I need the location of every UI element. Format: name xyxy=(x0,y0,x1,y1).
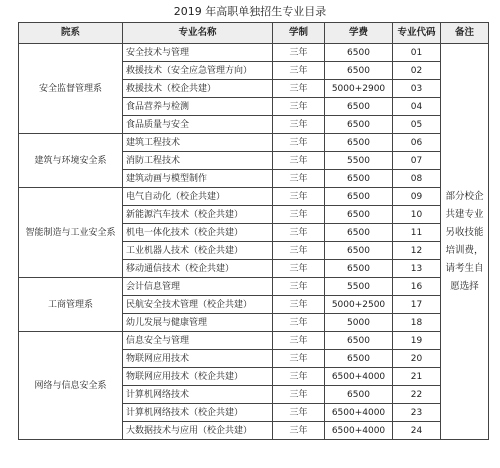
duration-cell: 三年 xyxy=(273,314,325,332)
fee-cell: 6500 xyxy=(325,98,393,116)
code-cell: 18 xyxy=(393,314,441,332)
major-cell: 计算机网络技术（校企共建） xyxy=(123,404,273,422)
fee-cell: 6500 xyxy=(325,260,393,278)
major-cell: 机电一体化技术（校企共建） xyxy=(123,224,273,242)
table-row xyxy=(19,332,489,350)
fee-cell: 6500 xyxy=(325,206,393,224)
code-cell: 04 xyxy=(393,98,441,116)
code-cell: 10 xyxy=(393,206,441,224)
table-header-row xyxy=(19,23,489,44)
duration-cell: 三年 xyxy=(273,188,325,206)
major-cell: 物联网应用技术 xyxy=(123,350,273,368)
fee-cell: 6500 xyxy=(325,332,393,350)
fee-cell: 6500 xyxy=(325,170,393,188)
code-cell: 02 xyxy=(393,62,441,80)
code-cell: 06 xyxy=(393,134,441,152)
major-cell: 计算机网络技术 xyxy=(123,386,273,404)
duration-cell: 三年 xyxy=(273,224,325,242)
duration-cell: 三年 xyxy=(273,152,325,170)
code-cell: 12 xyxy=(393,242,441,260)
table-row xyxy=(19,134,489,152)
duration-cell: 三年 xyxy=(273,98,325,116)
table-row xyxy=(19,278,489,296)
fee-cell: 6500 xyxy=(325,134,393,152)
table-row xyxy=(19,44,489,62)
major-cell: 安全技术与管理 xyxy=(123,44,273,62)
duration-cell: 三年 xyxy=(273,422,325,440)
duration-cell: 三年 xyxy=(273,170,325,188)
major-cell: 会计信息管理 xyxy=(123,278,273,296)
fee-cell: 5000+2900 xyxy=(325,80,393,98)
table-row xyxy=(19,188,489,206)
major-cell: 民航安全技术管理（校企共建） xyxy=(123,296,273,314)
table-body xyxy=(19,44,489,440)
duration-cell: 三年 xyxy=(273,278,325,296)
major-cell: 新能源汽车技术（校企共建） xyxy=(123,206,273,224)
duration-cell: 三年 xyxy=(273,350,325,368)
department-cell: 智能制造与工业安全系 xyxy=(19,188,123,278)
fee-cell: 5500 xyxy=(325,278,393,296)
fee-cell: 6500 xyxy=(325,224,393,242)
major-cell: 建筑工程技术 xyxy=(123,134,273,152)
fee-cell: 5500 xyxy=(325,152,393,170)
code-cell: 17 xyxy=(393,296,441,314)
major-cell: 工业机器人技术（校企共建） xyxy=(123,242,273,260)
code-cell: 05 xyxy=(393,116,441,134)
fee-cell: 6500 xyxy=(325,242,393,260)
code-cell: 09 xyxy=(393,188,441,206)
code-cell: 08 xyxy=(393,170,441,188)
header-code: 专业代码 xyxy=(393,23,441,44)
fee-cell: 6500 xyxy=(325,116,393,134)
note-cell: 部分校企共建专业另收技能培训费，请考生自愿选择 xyxy=(441,44,489,440)
code-cell: 07 xyxy=(393,152,441,170)
code-cell: 20 xyxy=(393,350,441,368)
duration-cell: 三年 xyxy=(273,260,325,278)
major-catalog-table xyxy=(18,22,489,440)
duration-cell: 三年 xyxy=(273,62,325,80)
code-cell: 23 xyxy=(393,404,441,422)
code-cell: 13 xyxy=(393,260,441,278)
major-cell: 物联网应用技术（校企共建） xyxy=(123,368,273,386)
major-cell: 消防工程技术 xyxy=(123,152,273,170)
major-cell: 电气自动化（校企共建） xyxy=(123,188,273,206)
major-cell: 食品营养与检测 xyxy=(123,98,273,116)
code-cell: 24 xyxy=(393,422,441,440)
code-cell: 03 xyxy=(393,80,441,98)
header-major: 专业名称 xyxy=(123,23,273,44)
major-cell: 救援技术（校企共建） xyxy=(123,80,273,98)
department-cell: 网络与信息安全系 xyxy=(19,332,123,440)
code-cell: 11 xyxy=(393,224,441,242)
duration-cell: 三年 xyxy=(273,296,325,314)
department-cell: 安全监督管理系 xyxy=(19,44,123,134)
major-cell: 建筑动画与模型制作 xyxy=(123,170,273,188)
major-cell: 食品质量与安全 xyxy=(123,116,273,134)
duration-cell: 三年 xyxy=(273,134,325,152)
duration-cell: 三年 xyxy=(273,242,325,260)
duration-cell: 三年 xyxy=(273,44,325,62)
code-cell: 16 xyxy=(393,278,441,296)
major-cell: 信息安全与管理 xyxy=(123,332,273,350)
header-duration: 学制 xyxy=(273,23,325,44)
major-cell: 救援技术（安全应急管理方向） xyxy=(123,62,273,80)
code-cell: 21 xyxy=(393,368,441,386)
major-cell: 大数据技术与应用（校企共建） xyxy=(123,422,273,440)
code-cell: 22 xyxy=(393,386,441,404)
fee-cell: 6500+4000 xyxy=(325,368,393,386)
department-cell: 工商管理系 xyxy=(19,278,123,332)
code-cell: 19 xyxy=(393,332,441,350)
header-note: 备注 xyxy=(441,23,489,44)
fee-cell: 6500 xyxy=(325,188,393,206)
duration-cell: 三年 xyxy=(273,116,325,134)
duration-cell: 三年 xyxy=(273,332,325,350)
code-cell: 01 xyxy=(393,44,441,62)
duration-cell: 三年 xyxy=(273,206,325,224)
duration-cell: 三年 xyxy=(273,80,325,98)
duration-cell: 三年 xyxy=(273,368,325,386)
fee-cell: 5000 xyxy=(325,314,393,332)
duration-cell: 三年 xyxy=(273,386,325,404)
fee-cell: 6500+4000 xyxy=(325,422,393,440)
duration-cell: 三年 xyxy=(273,404,325,422)
fee-cell: 6500 xyxy=(325,350,393,368)
header-fee: 学费 xyxy=(325,23,393,44)
fee-cell: 5000+2500 xyxy=(325,296,393,314)
fee-cell: 6500 xyxy=(325,62,393,80)
page-title: 2019 年高职单独招生专业目录 xyxy=(173,5,327,18)
department-cell: 建筑与环境安全系 xyxy=(19,134,123,188)
fee-cell: 6500 xyxy=(325,386,393,404)
header-dept: 院系 xyxy=(19,23,123,44)
fee-cell: 6500 xyxy=(325,44,393,62)
major-cell: 移动通信技术（校企共建） xyxy=(123,260,273,278)
fee-cell: 6500+4000 xyxy=(325,404,393,422)
major-cell: 幼儿发展与健康管理 xyxy=(123,314,273,332)
